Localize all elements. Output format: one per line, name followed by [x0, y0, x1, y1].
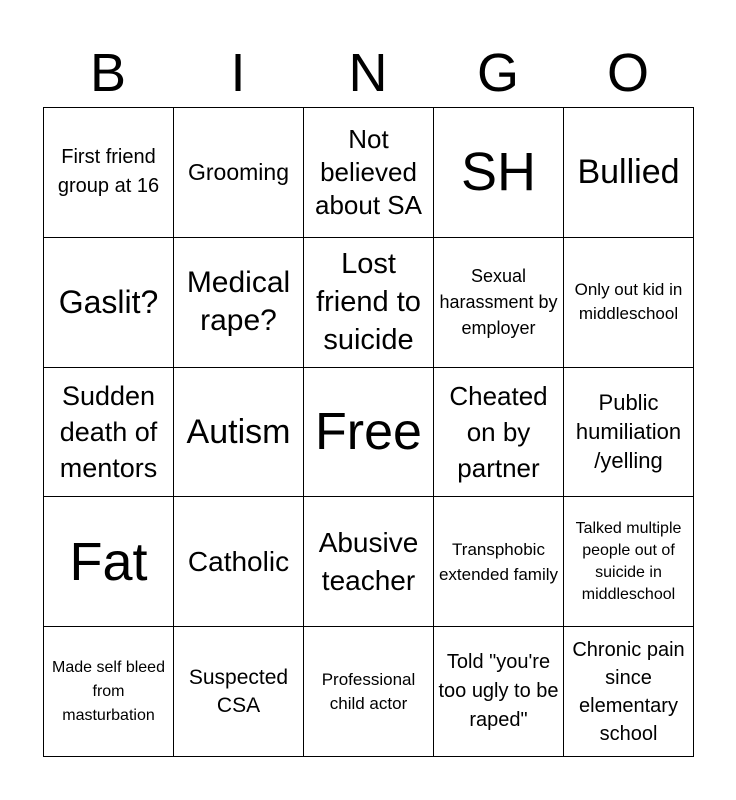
- cell-label: Bullied: [577, 153, 680, 192]
- bingo-cell[interactable]: [174, 367, 304, 497]
- bingo-cell[interactable]: [44, 367, 174, 497]
- cell-label: Sudden death of mentors: [59, 380, 158, 483]
- bingo-cell[interactable]: [434, 108, 564, 238]
- cell-label: Transphobic extended family: [438, 539, 559, 584]
- bingo-cell[interactable]: [564, 497, 694, 627]
- cell-label: Cheated on by partner: [449, 380, 548, 483]
- bingo-cell[interactable]: [564, 367, 694, 497]
- header-letter-g: G: [476, 43, 519, 103]
- cell-label: Told "you're too ugly to be raped": [438, 651, 559, 732]
- bingo-cell[interactable]: [174, 627, 304, 757]
- bingo-cell[interactable]: [564, 237, 694, 367]
- cell-label: Catholic: [187, 545, 290, 577]
- cell-label: Gaslit?: [58, 284, 159, 321]
- header-letter-i: I: [230, 43, 246, 103]
- bingo-header: [43, 40, 693, 106]
- cell-label: Sexual harassment by employer: [439, 266, 558, 339]
- header-letter-b: B: [89, 43, 127, 103]
- bingo-cell[interactable]: [44, 627, 174, 757]
- cell-label: Public humiliation /yelling: [575, 390, 682, 474]
- bingo-cell[interactable]: [304, 237, 434, 367]
- cell-label: Fat: [69, 531, 148, 592]
- bingo-cell[interactable]: [564, 108, 694, 238]
- cell-label: Free: [315, 402, 422, 461]
- bingo-cell[interactable]: [304, 627, 434, 757]
- cell-label: Grooming: [188, 158, 289, 185]
- cell-label: Talked multiple people out of suicide in middleschool: [575, 519, 682, 603]
- bingo-cell[interactable]: [174, 237, 304, 367]
- cell-label: Not believed about SA: [315, 123, 422, 220]
- bingo-grid: [43, 107, 694, 757]
- grid-row: [44, 367, 694, 497]
- bingo-cell[interactable]: [44, 237, 174, 367]
- bingo-cell[interactable]: [434, 497, 564, 627]
- cell-label: First friend group at 16: [57, 146, 160, 198]
- grid-row: [44, 237, 694, 367]
- bingo-cell[interactable]: [174, 108, 304, 238]
- cell-label: Only out kid in middleschool: [574, 280, 683, 324]
- bingo-cell[interactable]: [304, 367, 434, 497]
- grid-row: [44, 497, 694, 627]
- bingo-cell[interactable]: [434, 627, 564, 757]
- bingo-cell[interactable]: [44, 108, 174, 238]
- grid-row: [44, 108, 694, 238]
- cell-label: Autism: [186, 412, 291, 451]
- bingo-cell[interactable]: [304, 497, 434, 627]
- bingo-cell[interactable]: [434, 367, 564, 497]
- cell-label: Professional child actor: [321, 669, 416, 713]
- grid-row: [44, 627, 694, 757]
- bingo-cell[interactable]: [304, 108, 434, 238]
- cell-label: Suspected CSA: [188, 665, 289, 717]
- header-letter-o: O: [606, 43, 649, 103]
- cell-label: Abusive teacher: [318, 526, 419, 596]
- cell-label: Lost friend to suicide: [316, 248, 421, 357]
- bingo-cell[interactable]: [44, 497, 174, 627]
- header-letter-n: N: [348, 43, 388, 103]
- cell-label: SH: [460, 142, 536, 203]
- bingo-cell[interactable]: [174, 497, 304, 627]
- bingo-cell[interactable]: [434, 237, 564, 367]
- cell-label: Chronic pain since elementary school: [572, 638, 685, 745]
- cell-label: Medical rape?: [186, 266, 291, 338]
- bingo-cell[interactable]: [564, 627, 694, 757]
- cell-label: Made self bleed from masturbation: [52, 658, 165, 724]
